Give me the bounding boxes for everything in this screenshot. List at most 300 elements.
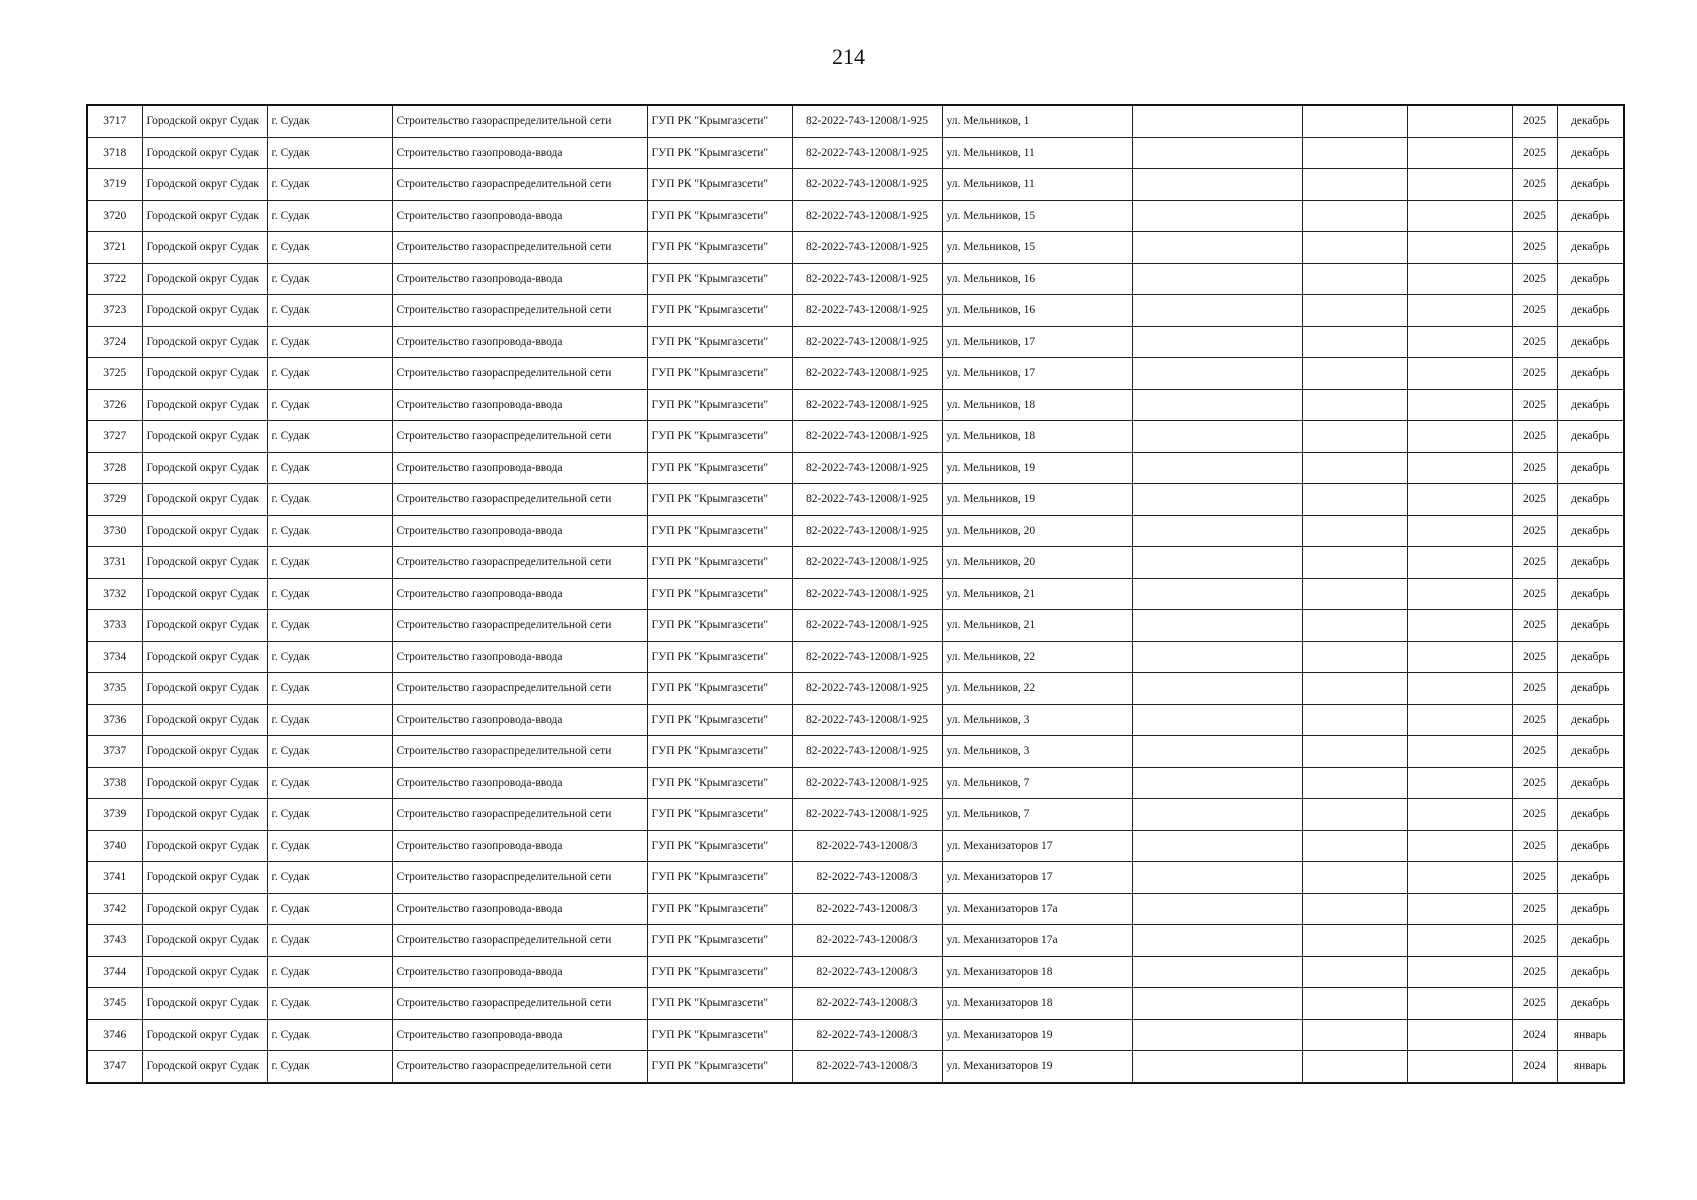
empty-cell xyxy=(1302,1051,1407,1083)
empty-cell xyxy=(1407,610,1512,642)
address-cell: ул. Мельников, 21 xyxy=(942,578,1132,610)
empty-cell xyxy=(1132,862,1302,894)
year-cell: 2025 xyxy=(1512,263,1557,295)
empty-cell xyxy=(1132,641,1302,673)
month-cell: декабрь xyxy=(1557,295,1624,327)
month-cell: декабрь xyxy=(1557,484,1624,516)
work-type-cell: Строительство газопровода-ввода xyxy=(392,137,647,169)
row-number-cell: 3718 xyxy=(87,137,142,169)
empty-cell xyxy=(1132,547,1302,579)
empty-cell xyxy=(1132,830,1302,862)
project-code-cell: 82-2022-743-12008/3 xyxy=(792,925,942,957)
empty-cell xyxy=(1407,169,1512,201)
city-cell: г. Судак xyxy=(267,610,392,642)
project-code-cell: 82-2022-743-12008/1-925 xyxy=(792,767,942,799)
row-number-cell: 3728 xyxy=(87,452,142,484)
okrug-cell: Городской округ Судак xyxy=(142,956,267,988)
address-cell: ул. Мельников, 16 xyxy=(942,263,1132,295)
empty-cell xyxy=(1302,389,1407,421)
table-row xyxy=(87,610,1624,642)
okrug-cell: Городской округ Судак xyxy=(142,358,267,390)
project-code-cell: 82-2022-743-12008/1-925 xyxy=(792,105,942,137)
year-cell: 2025 xyxy=(1512,956,1557,988)
organization-cell: ГУП РК "Крымгазсети" xyxy=(647,704,792,736)
project-code-cell: 82-2022-743-12008/1-925 xyxy=(792,389,942,421)
address-cell: ул. Механизаторов 17а xyxy=(942,893,1132,925)
work-type-cell: Строительство газораспределительной сети xyxy=(392,925,647,957)
work-type-cell: Строительство газораспределительной сети xyxy=(392,358,647,390)
city-cell: г. Судак xyxy=(267,641,392,673)
work-type-cell: Строительство газопровода-ввода xyxy=(392,956,647,988)
empty-cell xyxy=(1132,610,1302,642)
month-cell: декабрь xyxy=(1557,326,1624,358)
row-number-cell: 3743 xyxy=(87,925,142,957)
empty-cell xyxy=(1132,169,1302,201)
city-cell: г. Судак xyxy=(267,988,392,1020)
work-type-cell: Строительство газопровода-ввода xyxy=(392,452,647,484)
work-type-cell: Строительство газопровода-ввода xyxy=(392,515,647,547)
table-row xyxy=(87,893,1624,925)
table-row xyxy=(87,263,1624,295)
empty-cell xyxy=(1302,830,1407,862)
organization-cell: ГУП РК "Крымгазсети" xyxy=(647,295,792,327)
address-cell: ул. Механизаторов 17 xyxy=(942,830,1132,862)
okrug-cell: Городской округ Судак xyxy=(142,988,267,1020)
empty-cell xyxy=(1302,736,1407,768)
city-cell: г. Судак xyxy=(267,169,392,201)
project-code-cell: 82-2022-743-12008/1-925 xyxy=(792,232,942,264)
year-cell: 2025 xyxy=(1512,862,1557,894)
organization-cell: ГУП РК "Крымгазсети" xyxy=(647,767,792,799)
empty-cell xyxy=(1407,925,1512,957)
empty-cell xyxy=(1132,484,1302,516)
address-cell: ул. Мельников, 3 xyxy=(942,736,1132,768)
table-row xyxy=(87,358,1624,390)
empty-cell xyxy=(1302,547,1407,579)
work-type-cell: Строительство газораспределительной сети xyxy=(392,1051,647,1083)
project-code-cell: 82-2022-743-12008/1-925 xyxy=(792,578,942,610)
address-cell: ул. Мельников, 11 xyxy=(942,169,1132,201)
empty-cell xyxy=(1302,641,1407,673)
empty-cell xyxy=(1302,105,1407,137)
row-number-cell: 3727 xyxy=(87,421,142,453)
year-cell: 2025 xyxy=(1512,893,1557,925)
row-number-cell: 3733 xyxy=(87,610,142,642)
project-code-cell: 82-2022-743-12008/1-925 xyxy=(792,704,942,736)
organization-cell: ГУП РК "Крымгазсети" xyxy=(647,421,792,453)
empty-cell xyxy=(1132,421,1302,453)
empty-cell xyxy=(1302,578,1407,610)
empty-cell xyxy=(1302,704,1407,736)
okrug-cell: Городской округ Судак xyxy=(142,862,267,894)
empty-cell xyxy=(1407,484,1512,516)
okrug-cell: Городской округ Судак xyxy=(142,704,267,736)
address-cell: ул. Механизаторов 18 xyxy=(942,988,1132,1020)
empty-cell xyxy=(1407,862,1512,894)
project-code-cell: 82-2022-743-12008/1-925 xyxy=(792,358,942,390)
okrug-cell: Городской округ Судак xyxy=(142,326,267,358)
month-cell: декабрь xyxy=(1557,988,1624,1020)
work-type-cell: Строительство газопровода-ввода xyxy=(392,893,647,925)
year-cell: 2025 xyxy=(1512,105,1557,137)
empty-cell xyxy=(1407,893,1512,925)
okrug-cell: Городской округ Судак xyxy=(142,578,267,610)
empty-cell xyxy=(1302,137,1407,169)
work-type-cell: Строительство газораспределительной сети xyxy=(392,736,647,768)
empty-cell xyxy=(1407,200,1512,232)
month-cell: декабрь xyxy=(1557,736,1624,768)
registry-table xyxy=(86,104,1625,1084)
okrug-cell: Городской округ Судак xyxy=(142,169,267,201)
organization-cell: ГУП РК "Крымгазсети" xyxy=(647,389,792,421)
empty-cell xyxy=(1407,767,1512,799)
empty-cell xyxy=(1407,326,1512,358)
city-cell: г. Судак xyxy=(267,547,392,579)
table-row xyxy=(87,515,1624,547)
month-cell: декабрь xyxy=(1557,799,1624,831)
empty-cell xyxy=(1407,547,1512,579)
city-cell: г. Судак xyxy=(267,767,392,799)
empty-cell xyxy=(1407,578,1512,610)
project-code-cell: 82-2022-743-12008/3 xyxy=(792,988,942,1020)
address-cell: ул. Мельников, 15 xyxy=(942,232,1132,264)
work-type-cell: Строительство газораспределительной сети xyxy=(392,799,647,831)
organization-cell: ГУП РК "Крымгазсети" xyxy=(647,1019,792,1051)
year-cell: 2025 xyxy=(1512,232,1557,264)
project-code-cell: 82-2022-743-12008/1-925 xyxy=(792,547,942,579)
table-row xyxy=(87,200,1624,232)
empty-cell xyxy=(1407,515,1512,547)
address-cell: ул. Мельников, 15 xyxy=(942,200,1132,232)
organization-cell: ГУП РК "Крымгазсети" xyxy=(647,925,792,957)
empty-cell xyxy=(1132,452,1302,484)
year-cell: 2025 xyxy=(1512,641,1557,673)
month-cell: декабрь xyxy=(1557,263,1624,295)
month-cell: январь xyxy=(1557,1051,1624,1083)
row-number-cell: 3739 xyxy=(87,799,142,831)
okrug-cell: Городской округ Судак xyxy=(142,105,267,137)
table-row xyxy=(87,484,1624,516)
empty-cell xyxy=(1132,1051,1302,1083)
project-code-cell: 82-2022-743-12008/1-925 xyxy=(792,137,942,169)
row-number-cell: 3722 xyxy=(87,263,142,295)
city-cell: г. Судак xyxy=(267,358,392,390)
month-cell: декабрь xyxy=(1557,767,1624,799)
empty-cell xyxy=(1407,389,1512,421)
table-row xyxy=(87,641,1624,673)
year-cell: 2025 xyxy=(1512,421,1557,453)
month-cell: декабрь xyxy=(1557,578,1624,610)
empty-cell xyxy=(1302,169,1407,201)
year-cell: 2025 xyxy=(1512,200,1557,232)
empty-cell xyxy=(1407,736,1512,768)
work-type-cell: Строительство газопровода-ввода xyxy=(392,704,647,736)
work-type-cell: Строительство газораспределительной сети xyxy=(392,673,647,705)
year-cell: 2025 xyxy=(1512,704,1557,736)
organization-cell: ГУП РК "Крымгазсети" xyxy=(647,326,792,358)
project-code-cell: 82-2022-743-12008/3 xyxy=(792,1019,942,1051)
project-code-cell: 82-2022-743-12008/1-925 xyxy=(792,169,942,201)
month-cell: декабрь xyxy=(1557,389,1624,421)
year-cell: 2025 xyxy=(1512,830,1557,862)
row-number-cell: 3735 xyxy=(87,673,142,705)
work-type-cell: Строительство газопровода-ввода xyxy=(392,389,647,421)
month-cell: декабрь xyxy=(1557,105,1624,137)
city-cell: г. Судак xyxy=(267,515,392,547)
empty-cell xyxy=(1302,799,1407,831)
work-type-cell: Строительство газопровода-ввода xyxy=(392,767,647,799)
row-number-cell: 3725 xyxy=(87,358,142,390)
empty-cell xyxy=(1132,326,1302,358)
address-cell: ул. Механизаторов 19 xyxy=(942,1051,1132,1083)
work-type-cell: Строительство газораспределительной сети xyxy=(392,169,647,201)
empty-cell xyxy=(1132,956,1302,988)
city-cell: г. Судак xyxy=(267,862,392,894)
okrug-cell: Городской округ Судак xyxy=(142,232,267,264)
empty-cell xyxy=(1302,893,1407,925)
empty-cell xyxy=(1302,295,1407,327)
row-number-cell: 3734 xyxy=(87,641,142,673)
address-cell: ул. Мельников, 3 xyxy=(942,704,1132,736)
project-code-cell: 82-2022-743-12008/1-925 xyxy=(792,421,942,453)
empty-cell xyxy=(1132,767,1302,799)
year-cell: 2025 xyxy=(1512,295,1557,327)
organization-cell: ГУП РК "Крымгазсети" xyxy=(647,956,792,988)
year-cell: 2025 xyxy=(1512,673,1557,705)
empty-cell xyxy=(1407,641,1512,673)
table-body xyxy=(87,105,1624,1083)
organization-cell: ГУП РК "Крымгазсети" xyxy=(647,200,792,232)
address-cell: ул. Механизаторов 18 xyxy=(942,956,1132,988)
city-cell: г. Судак xyxy=(267,326,392,358)
year-cell: 2025 xyxy=(1512,358,1557,390)
year-cell: 2025 xyxy=(1512,137,1557,169)
table-row xyxy=(87,547,1624,579)
organization-cell: ГУП РК "Крымгазсети" xyxy=(647,232,792,264)
month-cell: декабрь xyxy=(1557,137,1624,169)
work-type-cell: Строительство газораспределительной сети xyxy=(392,610,647,642)
empty-cell xyxy=(1132,925,1302,957)
empty-cell xyxy=(1302,925,1407,957)
work-type-cell: Строительство газопровода-ввода xyxy=(392,641,647,673)
year-cell: 2025 xyxy=(1512,484,1557,516)
empty-cell xyxy=(1302,610,1407,642)
organization-cell: ГУП РК "Крымгазсети" xyxy=(647,452,792,484)
city-cell: г. Судак xyxy=(267,925,392,957)
address-cell: ул. Мельников, 19 xyxy=(942,452,1132,484)
city-cell: г. Судак xyxy=(267,137,392,169)
empty-cell xyxy=(1407,452,1512,484)
project-code-cell: 82-2022-743-12008/1-925 xyxy=(792,326,942,358)
table-row xyxy=(87,1051,1624,1083)
okrug-cell: Городской округ Судак xyxy=(142,799,267,831)
month-cell: декабрь xyxy=(1557,169,1624,201)
okrug-cell: Городской округ Судак xyxy=(142,641,267,673)
work-type-cell: Строительство газораспределительной сети xyxy=(392,232,647,264)
row-number-cell: 3742 xyxy=(87,893,142,925)
year-cell: 2025 xyxy=(1512,452,1557,484)
empty-cell xyxy=(1302,767,1407,799)
month-cell: декабрь xyxy=(1557,200,1624,232)
address-cell: ул. Мельников, 17 xyxy=(942,326,1132,358)
address-cell: ул. Мельников, 11 xyxy=(942,137,1132,169)
empty-cell xyxy=(1407,830,1512,862)
city-cell: г. Судак xyxy=(267,704,392,736)
empty-cell xyxy=(1407,799,1512,831)
table-row xyxy=(87,389,1624,421)
month-cell: январь xyxy=(1557,1019,1624,1051)
city-cell: г. Судак xyxy=(267,232,392,264)
row-number-cell: 3741 xyxy=(87,862,142,894)
year-cell: 2025 xyxy=(1512,169,1557,201)
organization-cell: ГУП РК "Крымгазсети" xyxy=(647,1051,792,1083)
year-cell: 2025 xyxy=(1512,736,1557,768)
empty-cell xyxy=(1132,232,1302,264)
address-cell: ул. Мельников, 7 xyxy=(942,799,1132,831)
address-cell: ул. Мельников, 1 xyxy=(942,105,1132,137)
project-code-cell: 82-2022-743-12008/3 xyxy=(792,893,942,925)
address-cell: ул. Механизаторов 17 xyxy=(942,862,1132,894)
table-row xyxy=(87,421,1624,453)
project-code-cell: 82-2022-743-12008/3 xyxy=(792,1051,942,1083)
empty-cell xyxy=(1302,862,1407,894)
work-type-cell: Строительство газораспределительной сети xyxy=(392,295,647,327)
month-cell: декабрь xyxy=(1557,547,1624,579)
work-type-cell: Строительство газораспределительной сети xyxy=(392,547,647,579)
project-code-cell: 82-2022-743-12008/1-925 xyxy=(792,673,942,705)
month-cell: декабрь xyxy=(1557,610,1624,642)
city-cell: г. Судак xyxy=(267,421,392,453)
empty-cell xyxy=(1132,358,1302,390)
empty-cell xyxy=(1407,137,1512,169)
empty-cell xyxy=(1302,988,1407,1020)
row-number-cell: 3721 xyxy=(87,232,142,264)
organization-cell: ГУП РК "Крымгазсети" xyxy=(647,358,792,390)
empty-cell xyxy=(1407,232,1512,264)
empty-cell xyxy=(1407,704,1512,736)
month-cell: декабрь xyxy=(1557,956,1624,988)
table-row xyxy=(87,704,1624,736)
empty-cell xyxy=(1302,673,1407,705)
row-number-cell: 3726 xyxy=(87,389,142,421)
empty-cell xyxy=(1407,421,1512,453)
project-code-cell: 82-2022-743-12008/1-925 xyxy=(792,452,942,484)
empty-cell xyxy=(1302,200,1407,232)
empty-cell xyxy=(1407,105,1512,137)
address-cell: ул. Мельников, 22 xyxy=(942,673,1132,705)
month-cell: декабрь xyxy=(1557,925,1624,957)
empty-cell xyxy=(1302,232,1407,264)
empty-cell xyxy=(1302,1019,1407,1051)
work-type-cell: Строительство газораспределительной сети xyxy=(392,484,647,516)
empty-cell xyxy=(1407,956,1512,988)
address-cell: ул. Мельников, 17 xyxy=(942,358,1132,390)
table-row xyxy=(87,137,1624,169)
empty-cell xyxy=(1302,484,1407,516)
row-number-cell: 3738 xyxy=(87,767,142,799)
month-cell: декабрь xyxy=(1557,232,1624,264)
empty-cell xyxy=(1132,1019,1302,1051)
project-code-cell: 82-2022-743-12008/1-925 xyxy=(792,263,942,295)
city-cell: г. Судак xyxy=(267,830,392,862)
year-cell: 2025 xyxy=(1512,925,1557,957)
okrug-cell: Городской округ Судак xyxy=(142,452,267,484)
city-cell: г. Судак xyxy=(267,200,392,232)
project-code-cell: 82-2022-743-12008/1-925 xyxy=(792,484,942,516)
table-row xyxy=(87,988,1624,1020)
project-code-cell: 82-2022-743-12008/3 xyxy=(792,956,942,988)
okrug-cell: Городской округ Судак xyxy=(142,673,267,705)
year-cell: 2025 xyxy=(1512,988,1557,1020)
month-cell: декабрь xyxy=(1557,515,1624,547)
row-number-cell: 3720 xyxy=(87,200,142,232)
project-code-cell: 82-2022-743-12008/1-925 xyxy=(792,610,942,642)
work-type-cell: Строительство газопровода-ввода xyxy=(392,830,647,862)
work-type-cell: Строительство газопровода-ввода xyxy=(392,263,647,295)
address-cell: ул. Мельников, 19 xyxy=(942,484,1132,516)
organization-cell: ГУП РК "Крымгазсети" xyxy=(647,169,792,201)
okrug-cell: Городской округ Судак xyxy=(142,893,267,925)
empty-cell xyxy=(1407,1019,1512,1051)
table-row xyxy=(87,956,1624,988)
project-code-cell: 82-2022-743-12008/1-925 xyxy=(792,295,942,327)
month-cell: декабрь xyxy=(1557,704,1624,736)
project-code-cell: 82-2022-743-12008/3 xyxy=(792,830,942,862)
empty-cell xyxy=(1302,515,1407,547)
row-number-cell: 3737 xyxy=(87,736,142,768)
row-number-cell: 3744 xyxy=(87,956,142,988)
okrug-cell: Городской округ Судак xyxy=(142,515,267,547)
okrug-cell: Городской округ Судак xyxy=(142,610,267,642)
empty-cell xyxy=(1407,358,1512,390)
empty-cell xyxy=(1132,200,1302,232)
row-number-cell: 3745 xyxy=(87,988,142,1020)
row-number-cell: 3719 xyxy=(87,169,142,201)
address-cell: ул. Мельников, 22 xyxy=(942,641,1132,673)
organization-cell: ГУП РК "Крымгазсети" xyxy=(647,862,792,894)
empty-cell xyxy=(1132,137,1302,169)
empty-cell xyxy=(1407,988,1512,1020)
row-number-cell: 3729 xyxy=(87,484,142,516)
row-number-cell: 3724 xyxy=(87,326,142,358)
table-row xyxy=(87,830,1624,862)
row-number-cell: 3732 xyxy=(87,578,142,610)
address-cell: ул. Мельников, 16 xyxy=(942,295,1132,327)
okrug-cell: Городской округ Судак xyxy=(142,767,267,799)
okrug-cell: Городской округ Судак xyxy=(142,389,267,421)
table-row xyxy=(87,452,1624,484)
organization-cell: ГУП РК "Крымгазсети" xyxy=(647,799,792,831)
city-cell: г. Судак xyxy=(267,956,392,988)
row-number-cell: 3723 xyxy=(87,295,142,327)
city-cell: г. Судак xyxy=(267,673,392,705)
empty-cell xyxy=(1132,105,1302,137)
organization-cell: ГУП РК "Крымгазсети" xyxy=(647,736,792,768)
okrug-cell: Городской округ Судак xyxy=(142,736,267,768)
empty-cell xyxy=(1132,389,1302,421)
row-number-cell: 3746 xyxy=(87,1019,142,1051)
organization-cell: ГУП РК "Крымгазсети" xyxy=(647,610,792,642)
organization-cell: ГУП РК "Крымгазсети" xyxy=(647,830,792,862)
work-type-cell: Строительство газораспределительной сети xyxy=(392,862,647,894)
year-cell: 2025 xyxy=(1512,547,1557,579)
empty-cell xyxy=(1302,326,1407,358)
year-cell: 2025 xyxy=(1512,799,1557,831)
address-cell: ул. Мельников, 18 xyxy=(942,389,1132,421)
table-row xyxy=(87,862,1624,894)
year-cell: 2025 xyxy=(1512,767,1557,799)
okrug-cell: Городской округ Судак xyxy=(142,547,267,579)
